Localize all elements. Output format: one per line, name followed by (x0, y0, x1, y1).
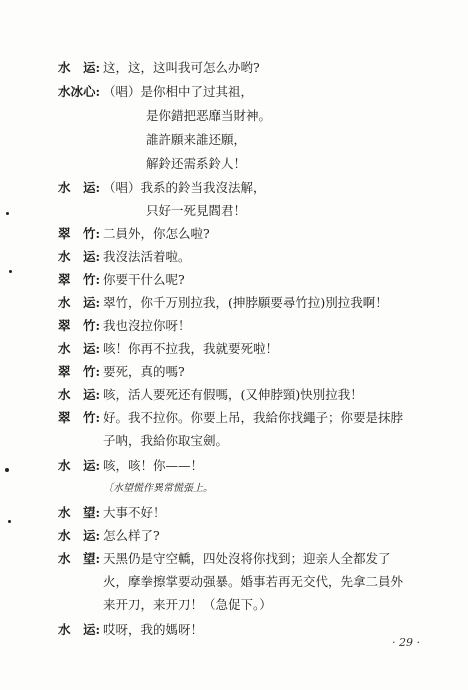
dialogue-text: 你要干什么呢? (103, 272, 185, 287)
speaker-name: 水 运: (58, 458, 101, 473)
speaker-name: 水 运: (58, 180, 101, 195)
scan-speck (6, 212, 9, 215)
dialogue-text: 我也沒拉你呀！ (103, 318, 191, 333)
dialogue-text: 咳，咳！你——！ (103, 458, 204, 473)
speaker-name: 翠 竹: (58, 272, 101, 287)
dialogue-text: 咳！你再不拉我，我就要死啦！ (103, 341, 279, 356)
speaker-name: 翠 竹: (58, 318, 101, 333)
dialogue-text: 怎么样了? (103, 528, 160, 543)
speaker-name: 水 望: (58, 551, 101, 566)
dialogue-text: 我沒法活着啦。 (103, 249, 191, 264)
dialogue-text: 翠竹，你千万別拉我，(抻脖願要尋竹拉)別拉我啊！ (103, 295, 388, 310)
speaker-name: 水 运: (58, 528, 101, 543)
dialogue-text: 二員外，你怎么啦? (103, 226, 210, 241)
scan-speck (5, 468, 9, 472)
dialogue-text: （唱）是你相中了过其祖， (103, 84, 254, 99)
verse-text: 是你錯把恶靡当財神。 (146, 108, 272, 123)
dialogue-text: 哎呀，我的媽呀！ (103, 622, 204, 637)
speaker-name: 水 运: (58, 295, 101, 310)
page-number: · 29 · (392, 636, 420, 649)
dialogue-continuation: 火，摩拳擦掌要动强暴。婚事若再无交代，先拿二員外 (103, 574, 404, 589)
verse-text: 只好一死見閻君！ (146, 203, 247, 218)
speaker-name: 水冰心: (58, 84, 101, 99)
speaker-name: 水 运: (58, 341, 101, 356)
speaker-name: 翠 竹: (58, 410, 101, 425)
scan-speck (9, 270, 12, 273)
dialogue-text: （唱）我系的鈴当我沒法解， (103, 180, 266, 195)
stage-direction: 〔水望慌作異常慌張上。 (103, 483, 213, 494)
speaker-name: 翠 竹: (58, 364, 101, 379)
speaker-name: 水 望: (58, 505, 101, 520)
dialogue-text: 好。我不拉你。你要上吊，我給你找繩子；你要是抹脖 (103, 410, 404, 425)
dialogue-text: 大事不好！ (103, 505, 166, 520)
dialogue-text: 咳，活人要死还有假嗎，(又伸脖頸)快別拉我！ (103, 387, 363, 402)
speaker-name: 水 运: (58, 387, 101, 402)
dialogue-continuation: 子呐，我給你取宝劍。 (103, 433, 229, 448)
scan-speck (8, 520, 11, 523)
speaker-name: 水 运: (58, 60, 101, 75)
dialogue-text: 这，这，这叫我可怎么办哟? (103, 60, 260, 75)
dialogue-continuation: 来开刀，来开刀！（急促下。） (103, 597, 272, 612)
speaker-name: 水 运: (58, 249, 101, 264)
speaker-name: 水 运: (58, 622, 101, 637)
speaker-name: 翠 竹: (58, 226, 101, 241)
dialogue-text: 天黑仍是守空轎，四处沒将你找到；迎亲人全都发了 (103, 551, 391, 566)
verse-text: 誰許願来誰还願， (146, 132, 247, 147)
verse-text: 解鈴还需系鈴人！ (146, 156, 247, 171)
dialogue-text: 要死，真的嗎? (103, 364, 185, 379)
